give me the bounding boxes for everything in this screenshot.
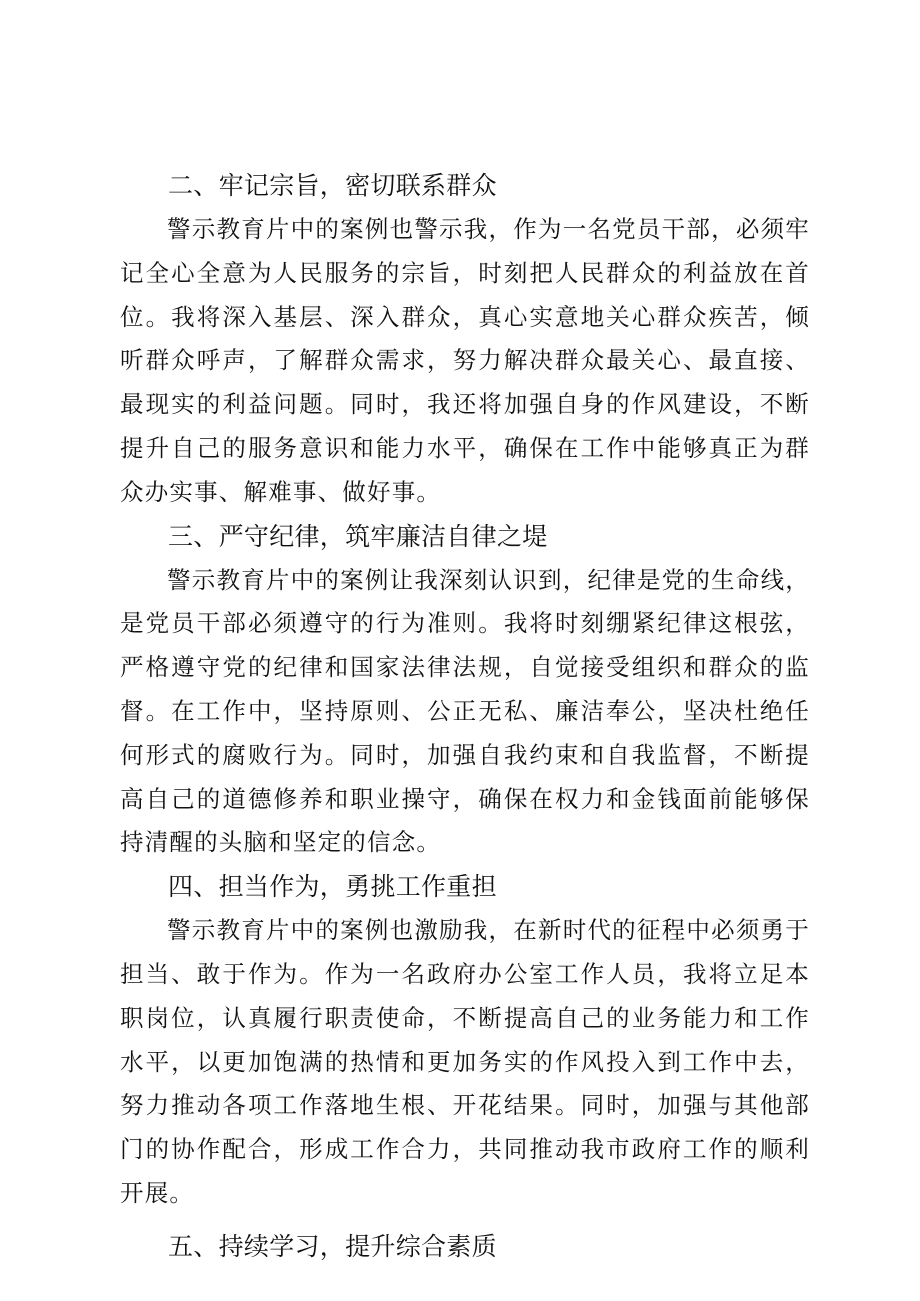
- section-paragraph: 警示教育片中的案例也警示我，作为一名党员干部，必须牢记全心全意为人民服务的宗旨，时刻把人民群众的利益放在首位。我将深入基层、深入群众，真心实意地关心群众疾苦，倾听群众呼声，了解群众需求，努力解决群众最关心、最直接、最现实的利益问题。同时，我还将加强自身的作风建设，不断提升自己的服务意识和能力水平，确保在工作中能够真正为群众办实事、解难事、做好事。: [120, 215, 810, 506]
- section-heading: 三、严守纪律，筑牢廉洁自律之堤: [168, 521, 548, 551]
- document-body: [120, 164, 810, 1269]
- section-2: [120, 164, 810, 515]
- section-heading: 二、牢记宗旨，密切联系群众: [168, 171, 497, 200]
- section-paragraph: 警示教育片中的案例也激励我，在新时代的征程中必须勇于担当、敢于作为。作为一名政府办公室工作人员，我将立足本职岗位，认真履行职责使命，不断提高自己的业务能力和工作水平，以更加饱满的热情和更加务实的作风投入到工作中去，努力推动各项工作落地生根、开花结果。同时，加强与其他部门的协作配合，形成工作合力，共同推动我市政府工作的顺利开展。: [120, 916, 810, 1207]
- section-spacer: [120, 1216, 810, 1225]
- section-heading: 四、担当作为，勇挑工作重担: [168, 872, 497, 902]
- section-4: [120, 865, 810, 1225]
- section-3: [120, 515, 810, 866]
- section-paragraph: 警示教育片中的案例让我深刻认识到，纪律是党的生命线，是党员干部必须遵守的行为准则。我将时刻绷紧纪律这根弦，严格遵守党的纪律和国家法律法规，自觉接受组织和群众的监督。在工作中，坚持原则、公正无私、廉洁奉公，坚决杜绝任何形式的腐败行为。同时，加强自我约束和自我监督，不断提高自己的道德修养和职业操守，确保在权力和金钱面前能够保持清醒的头脑和坚定的信念。: [120, 565, 810, 857]
- section-5: [120, 1225, 810, 1269]
- section-heading: 五、持续学习，提升综合素质: [168, 1231, 497, 1261]
